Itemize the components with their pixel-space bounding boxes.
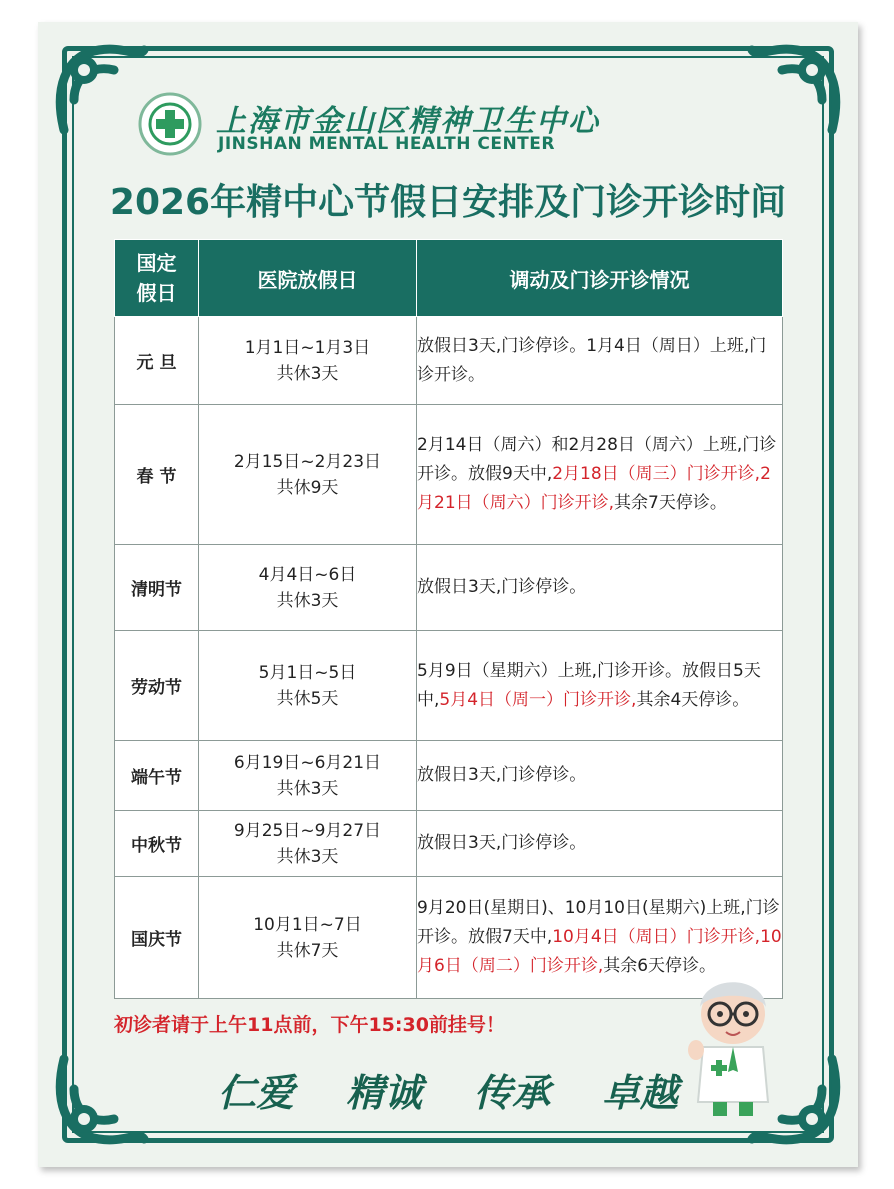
clinic-info	[417, 741, 783, 811]
registration-notice: 初诊者请于上午11点前，下午15:30前挂号！	[114, 1014, 505, 1036]
slogan-word: 仁爱	[218, 1070, 295, 1115]
date-range: 1月1日~1月3日	[244, 337, 371, 358]
clinic-info	[417, 631, 783, 741]
column-header-holiday	[115, 240, 199, 317]
days-total: 共休7天	[276, 940, 339, 961]
org-name-en: JINSHAN MENTAL HEALTH CENTER	[218, 134, 555, 154]
days-total: 共休3天	[276, 363, 339, 384]
org-name-cn: 上海市金山区精神卫生中心	[216, 104, 600, 139]
hospital-days	[199, 877, 417, 999]
hospital-days	[199, 405, 417, 545]
clinic-info	[417, 811, 783, 877]
clinic-open-highlight: 2月18日（周三）门诊开诊,2月21日（周六）门诊开诊,	[417, 464, 771, 513]
days-total: 共休9天	[276, 477, 339, 498]
clinic-info	[417, 405, 783, 545]
holiday-name: 清明节	[115, 545, 199, 631]
slogan-word: 卓越	[601, 1070, 678, 1115]
clinic-info-text: 其余6天停诊。	[603, 956, 717, 976]
clinic-info	[417, 317, 783, 405]
clinic-info-text: 5月9日（星期六）上班,门诊开诊。放假日5天中,	[417, 660, 761, 710]
column-header-clinic-info: 调动及门诊开诊情况	[417, 240, 783, 317]
clinic-info-text: 放假日3天,门诊停诊。	[417, 765, 587, 785]
date-range: 10月1日~7日	[253, 914, 362, 935]
holiday-name: 国庆节	[115, 877, 199, 999]
clinic-info-text: 其余4天停诊。	[636, 689, 750, 710]
corner-ornament-icon	[742, 30, 852, 140]
column-header-holiday-line1: 国定	[136, 251, 177, 275]
slogan-word: 传承	[473, 1070, 550, 1115]
holiday-name: 春 节	[115, 405, 199, 545]
column-header-hospital-days: 医院放假日	[199, 240, 417, 317]
clinic-open-highlight: 10月4日（周日）门诊开诊,10月6日（周二）门诊开诊,	[417, 927, 782, 976]
table-row	[115, 545, 783, 631]
poster	[38, 22, 858, 1167]
days-total: 共休3天	[276, 846, 339, 867]
slogan	[218, 1062, 678, 1117]
hospital-days	[199, 631, 417, 741]
page-title: 2026年精中心节假日安排及门诊开诊时间	[109, 182, 787, 223]
date-range: 6月19日~6月21日	[233, 752, 382, 773]
hospital-days	[199, 741, 417, 811]
holiday-schedule-table	[114, 239, 783, 999]
doctor-mascot-icon	[678, 952, 788, 1122]
hospital-days	[199, 317, 417, 405]
hospital-days	[199, 545, 417, 631]
date-range: 4月4日~6日	[258, 564, 357, 585]
holiday-name: 元 旦	[115, 317, 199, 405]
clinic-open-highlight: 5月4日（周一）门诊开诊,	[439, 689, 637, 710]
clinic-info-text: 1月4日（周日）上班,门诊开诊。	[417, 335, 767, 385]
clinic-info-text: 其余7天停诊。	[614, 493, 727, 513]
date-range: 2月15日~2月23日	[233, 451, 382, 472]
table-header-row	[115, 240, 783, 317]
table-row	[115, 811, 783, 877]
holiday-name: 劳动节	[115, 631, 199, 741]
slogan-word: 精诚	[345, 1070, 422, 1115]
date-range: 9月25日~9月27日	[233, 820, 382, 841]
hospital-logo-icon	[138, 92, 202, 156]
table-row	[115, 317, 783, 405]
column-header-holiday-line2: 假日	[136, 281, 177, 305]
clinic-info-text: 放假日3天,门诊停诊。	[417, 833, 587, 853]
clinic-info-text: 9月20日(星期日)、10月10日(星期六)上班,门诊开诊。放假7天中,	[417, 898, 780, 947]
holiday-name: 端午节	[115, 741, 199, 811]
clinic-info-text: 放假日3天,门诊停诊。	[417, 335, 587, 356]
days-total: 共休3天	[276, 590, 339, 611]
clinic-info	[417, 545, 783, 631]
corner-ornament-icon	[44, 1049, 154, 1159]
table-row	[115, 631, 783, 741]
date-range: 5月1日~5日	[258, 662, 357, 683]
table-row	[115, 405, 783, 545]
days-total: 共休5天	[276, 688, 339, 709]
holiday-name: 中秋节	[115, 811, 199, 877]
hospital-days	[199, 811, 417, 877]
days-total: 共休3天	[276, 778, 339, 799]
clinic-info-text: 放假日3天,门诊停诊。	[417, 577, 587, 597]
table-row	[115, 741, 783, 811]
clinic-info-text: 2月14日（周六）和2月28日（周六）上班,门诊开诊。放假9天中,	[417, 435, 777, 484]
